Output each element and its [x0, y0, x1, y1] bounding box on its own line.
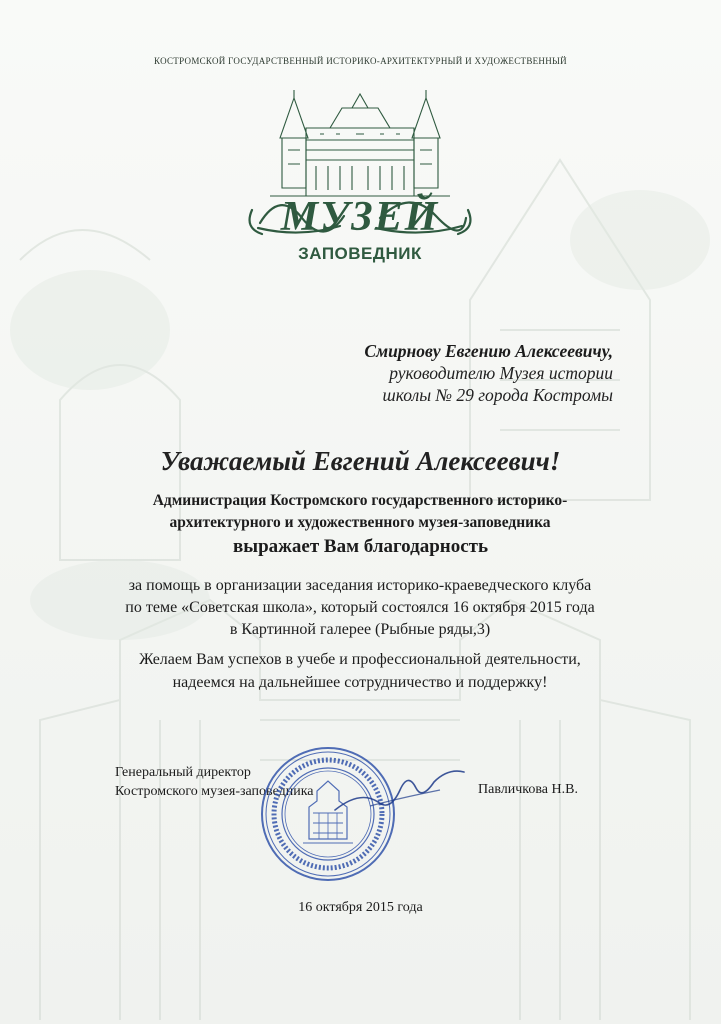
reason-line-2: по теме «Советская школа», который состоялся 16 октября 2015 года [125, 599, 595, 616]
greeting-heading: Уважаемый Евгений Алексеевич! [160, 446, 561, 476]
letter-date: 16 октября 2015 года [298, 900, 423, 915]
organization-header: КОСТРОМСКОЙ ГОСУДАРСТВЕННЫЙ ИСТОРИКО-АРХИТЕКТУРНЫЙ И ХУДОЖЕСТВЕННЫЙ [154, 56, 567, 66]
reason-line-3: в Картинной галерее (Рыбные ряды,3) [229, 621, 491, 638]
wishes-line-2: надеемся на дальнейшее сотрудничество и поддержку! [172, 674, 548, 691]
wishes-line-1: Желаем Вам успехов в учебе и профессиональной деятельности, [139, 651, 581, 668]
addressee-block [253, 340, 613, 406]
administration-text [100, 490, 620, 534]
addressee-name: Смирнову Евгению Алексеевичу, [364, 341, 613, 361]
logo-wordmark: МУЗЕЙ [280, 194, 440, 240]
handwritten-signature [330, 760, 470, 820]
reason-text [80, 575, 640, 641]
thanks-phrase: выражает Вам благодарность [232, 536, 489, 557]
signer-title-line-2: Костромского музея-заповедника [115, 784, 314, 799]
addressee-school: школы № 29 города Костромы [382, 385, 613, 405]
reason-line-1: за помощь в организации заседания историко-краеведческого клуба [128, 577, 592, 594]
logo-subtitle: ЗАПОВЕДНИК [298, 244, 422, 263]
admin-line-1: Администрация Костромского государственного историко- [152, 492, 568, 509]
admin-line-2: архитектурного и художественного музея-заповедника [169, 514, 551, 531]
addressee-position: руководителю Музея истории [389, 363, 613, 383]
signer-title-line-1: Генеральный директор [115, 765, 251, 780]
wishes-text [80, 648, 640, 694]
museum-logo [240, 78, 480, 268]
signer-name: Павличкова Н.В. [478, 782, 578, 797]
